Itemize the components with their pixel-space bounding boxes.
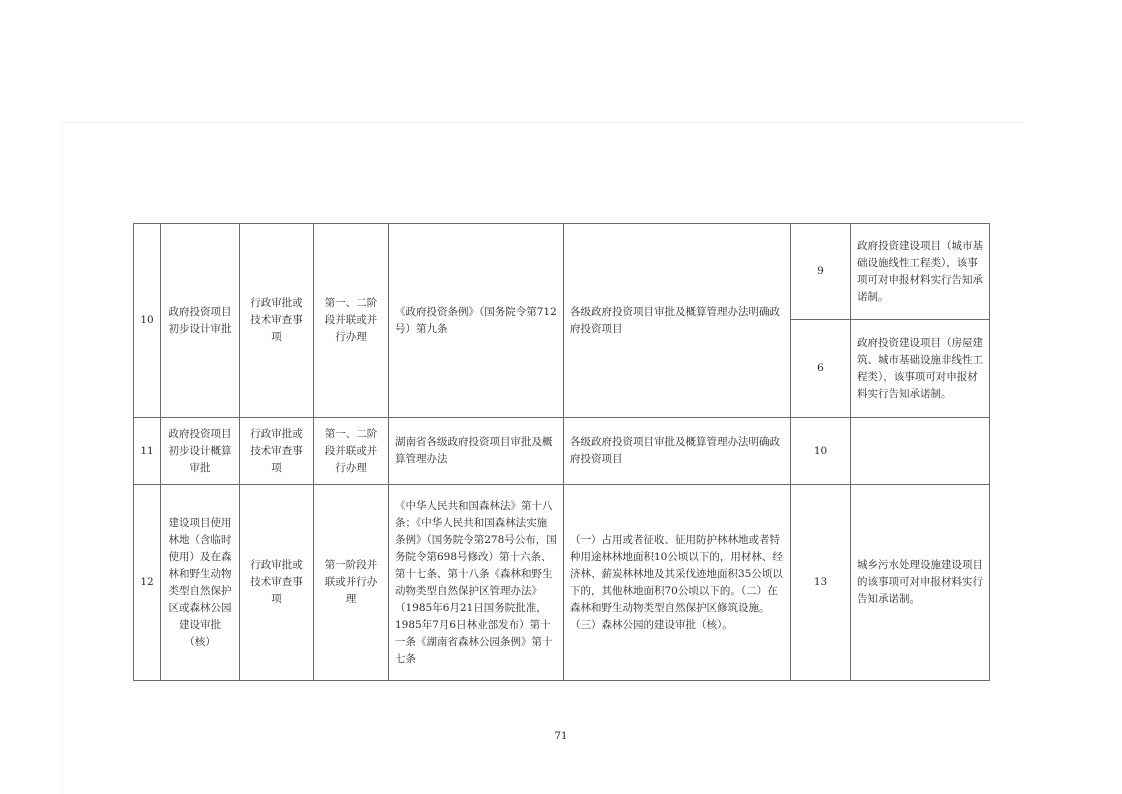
item-name: 政府投资项目初步设计概算审批 bbox=[161, 418, 240, 485]
time-limit: 13 bbox=[791, 485, 851, 681]
item-name: 建设项目使用林地（含临时使用）及在森林和野生动物类型自然保护区或森林公园建设审批（核） bbox=[161, 485, 240, 681]
approval-items-table bbox=[133, 223, 990, 681]
applicable-scope: 各级政府投资项目审批及概算管理办法明确政府投资项目 bbox=[564, 418, 791, 485]
handling-stage: 第一、二阶段并联或并行办理 bbox=[314, 224, 389, 418]
time-limit: 10 bbox=[791, 418, 851, 485]
table-row bbox=[134, 418, 990, 485]
handling-stage: 第一阶段并联或并行办理 bbox=[314, 485, 389, 681]
item-type: 行政审批或技术审查事项 bbox=[240, 418, 314, 485]
legal-basis: 《中华人民共和国森林法》第十八条；《中华人民共和国森林法实施条例》（国务院令第278号公布，国务院令第698号修改）第十六条、第十七条、第十八条《森林和野生动物类型自然保护区管理办法》（1985年6月21日国务院批准，1985年7月6日林业部发布）第十一条《湖南省森林公园条例》第十七条 bbox=[389, 485, 564, 681]
page-number: 71 bbox=[554, 731, 568, 742]
row-number: 11 bbox=[134, 418, 161, 485]
handling-stage: 第一、二阶段并联或并行办理 bbox=[314, 418, 389, 485]
remark: 政府投资建设项目（城市基础设施线性工程类），该事项可对申报材料实行告知承诺制。 bbox=[851, 224, 990, 320]
table-row bbox=[134, 224, 990, 320]
applicable-scope: （一）占用或者征收、征用防护林林地或者特种用途林林地面积10公顷以下的，用材林、经济林、薪炭林林地及其采伐迹地面积35公顷以下的，其他林地面积70公顷以下的。（二）在森林和野生动物类型自然保护区修筑设施。（三）森林公园的建设审批（核）。 bbox=[564, 485, 791, 681]
remark: 政府投资建设项目（房屋建筑、城市基础设施非线性工程类），该事项可对申报材料实行告知承诺制。 bbox=[851, 320, 990, 418]
item-type: 行政审批或技术审查事项 bbox=[240, 485, 314, 681]
time-limit: 6 bbox=[791, 320, 851, 418]
item-type: 行政审批或技术审查事项 bbox=[240, 224, 314, 418]
remark bbox=[851, 418, 990, 485]
table-row bbox=[134, 485, 990, 681]
row-number: 12 bbox=[134, 485, 161, 681]
item-name: 政府投资项目初步设计审批 bbox=[161, 224, 240, 418]
remark: 城乡污水处理设施建设项目的该事项可对申报材料实行告知承诺制。 bbox=[851, 485, 990, 681]
legal-basis: 《政府投资条例》（国务院令第712号）第九条 bbox=[389, 224, 564, 418]
applicable-scope: 各级政府投资项目审批及概算管理办法明确政府投资项目 bbox=[564, 224, 791, 418]
time-limit: 9 bbox=[791, 224, 851, 320]
row-number: 10 bbox=[134, 224, 161, 418]
legal-basis: 湖南省各级政府投资项目审批及概算管理办法 bbox=[389, 418, 564, 485]
